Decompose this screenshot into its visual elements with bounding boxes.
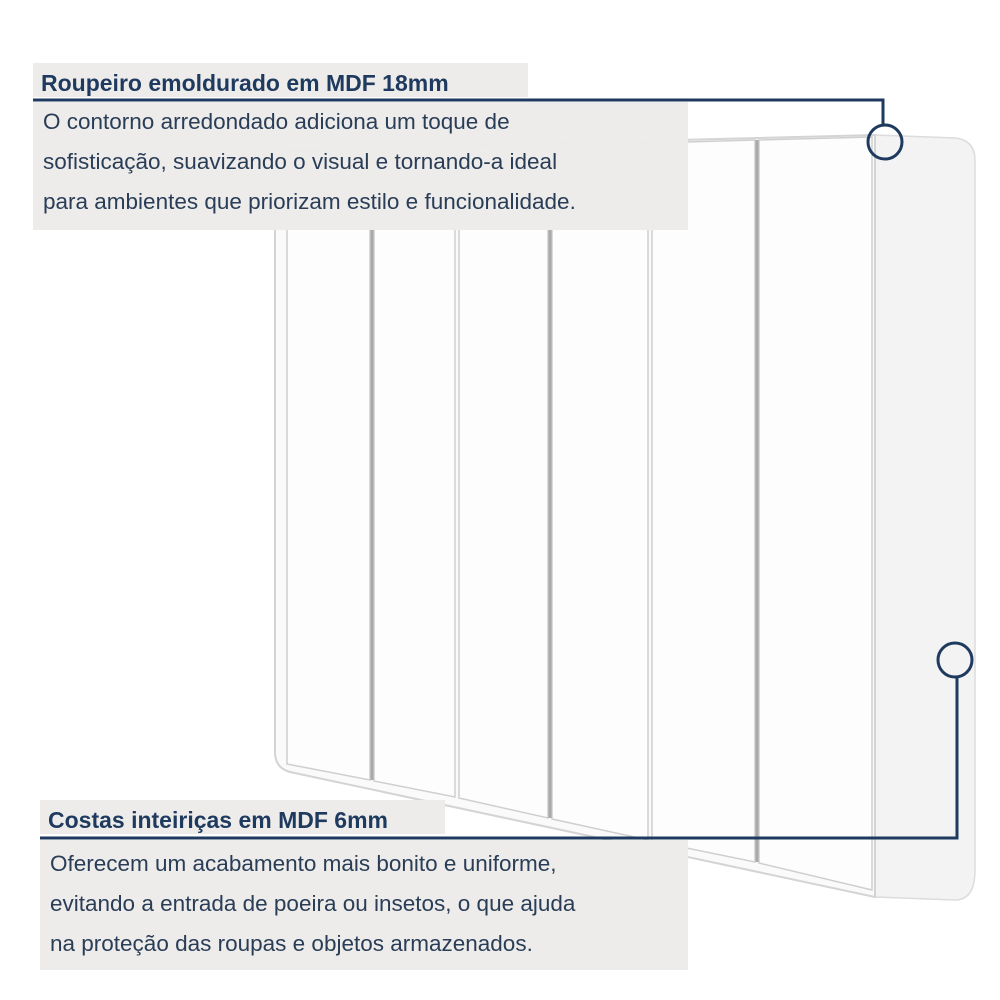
door — [759, 137, 872, 890]
callout-title-top: Roupeiro emoldurado em MDF 18mm — [33, 63, 528, 97]
callout-body-bottom — [40, 840, 688, 970]
wardrobe-side-panel — [875, 135, 975, 900]
wardrobe-doors — [287, 137, 872, 890]
door — [287, 150, 370, 780]
callout-body-top — [33, 102, 688, 230]
callout-line: O contorno arredondado adiciona um toque de — [43, 109, 510, 134]
callout-line: Oferecem um acabamento mais bonito e uniforme, — [50, 851, 557, 876]
door — [552, 143, 648, 840]
callout-title-bottom: Costas inteiriças em MDF 6mm — [40, 800, 445, 834]
callout-line: na proteção das roupas e objetos armazenados. — [50, 931, 533, 956]
callout-line: evitando a entrada de poeira ou insetos, o que ajuda — [50, 891, 576, 916]
callout-line: sofisticação, suavizando o visual e tornando-a ideal — [43, 149, 558, 174]
door — [374, 148, 455, 797]
door — [652, 140, 755, 862]
callout-line: para ambientes que priorizam estilo e funcionalidade. — [43, 189, 576, 214]
door — [459, 146, 548, 818]
